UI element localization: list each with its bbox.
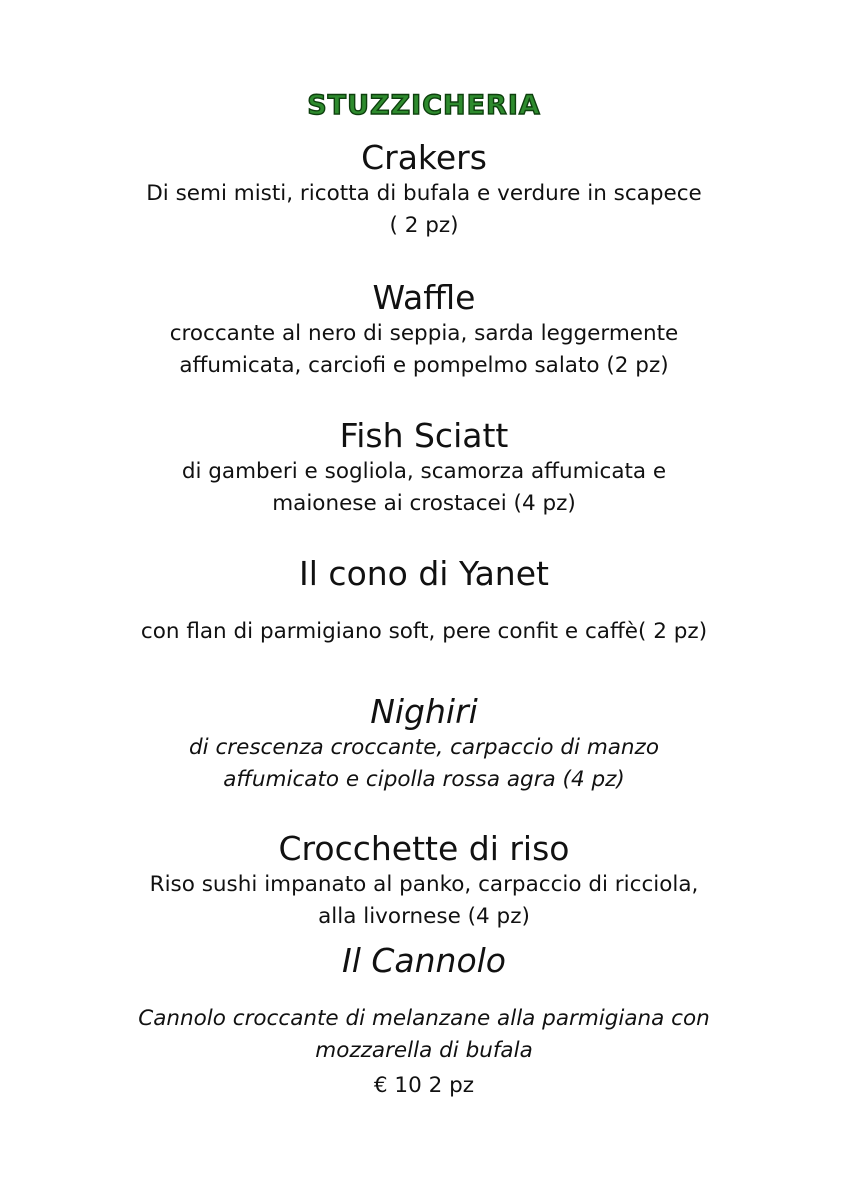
price-label: € 10 2 pz: [373, 1073, 475, 1098]
menu-item-description: Di semi misti, ricotta di bufala e verdure in scapece ( 2 pz): [146, 181, 702, 238]
menu-item-cono-di-yanet: [0, 554, 848, 648]
menu-item-crocchette-di-riso: [0, 829, 848, 933]
menu-item-name: Il Cannolo: [341, 941, 507, 980]
menu-item-cannolo: [0, 941, 848, 1067]
menu-item-name: Il cono di Yanet: [299, 554, 549, 593]
menu-item-name: Crakers: [361, 138, 487, 177]
menu-item-name: Fish Sciatt: [339, 416, 509, 455]
menu-item-name: Crocchette di riso: [278, 829, 570, 868]
menu-item-description: Riso sushi impanato al panko, carpaccio di ricciola, alla livornese (4 pz): [149, 872, 699, 929]
menu-item-description: Cannolo croccante di melanzane alla parmigiana con mozzarella di bufala: [138, 1006, 710, 1063]
menu-item-waffle: [0, 278, 848, 382]
menu-item-nighiri: [0, 692, 848, 796]
menu-item-description: di crescenza croccante, carpaccio di manzo affumicato e cipolla rossa agra (4 pz): [189, 735, 659, 792]
menu-item-name: Waffle: [372, 278, 476, 317]
menu-item-name: Nighiri: [370, 692, 478, 731]
page-title: STUZZICHERIA: [307, 90, 541, 121]
menu-item-description: di gamberi e sogliola, scamorza affumicata e maionese ai crostacei (4 pz): [181, 459, 667, 516]
menu-item-description: croccante al nero di seppia, sarda leggermente affumicata, carciofi e pompelmo salato (2 pz): [169, 321, 679, 378]
menu-item-description: con flan di parmigiano soft, pere confit e caffè( 2 pz): [140, 619, 708, 644]
menu-item-crakers: [0, 138, 848, 242]
menu-item-fish-sciatt: [0, 416, 848, 520]
